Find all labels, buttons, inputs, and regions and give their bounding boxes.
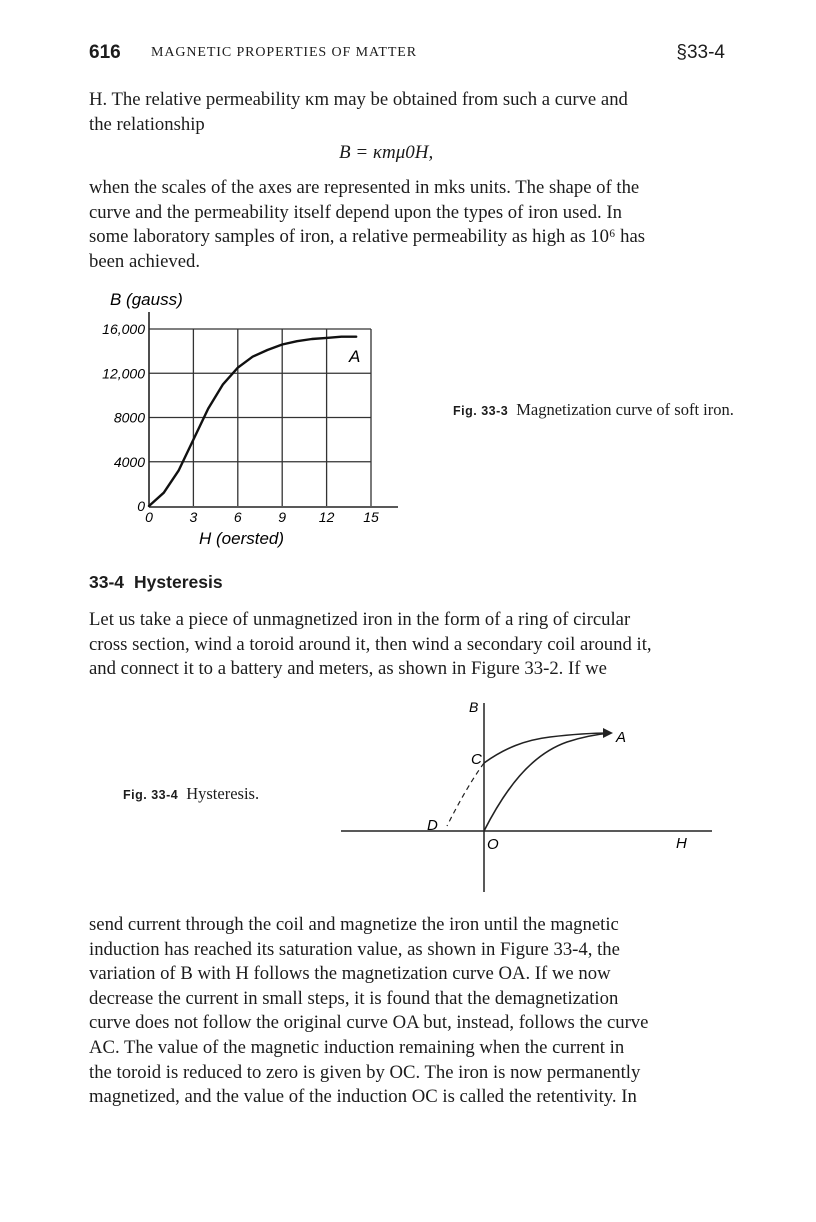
text-line: been achieved. — [89, 250, 201, 272]
y-tick-label: 8000 — [113, 409, 145, 426]
x-tick-label: 12 — [318, 509, 335, 525]
text-line: some laboratory samples of iron, a relative permeability as high as 10⁶ has — [89, 226, 646, 248]
label-a: A — [616, 729, 627, 746]
running-header — [89, 42, 725, 70]
text-line: variation of B with H follows the magnetization curve OA. If we now — [89, 963, 611, 985]
x-axis-label: H (oersted) — [199, 529, 285, 548]
text-line: magnetized, and the value of the induction OC is called the retentivity. In — [89, 1086, 637, 1108]
text-line: H. The relative permeability κm may be obtained from such a curve and — [89, 89, 628, 110]
section-number: 33-4 — [89, 572, 125, 592]
y-tick-label: 12,000 — [102, 365, 145, 382]
text-line: when the scales of the axes are represented in mks units. The shape of the — [89, 177, 640, 198]
magnetization-curve — [149, 337, 356, 506]
y-tick-label: 0 — [137, 498, 145, 514]
intro-paragraph — [89, 88, 729, 137]
label-c: C — [471, 751, 482, 768]
section-marker: §33-4 — [676, 42, 725, 63]
y-tick-label: 4000 — [113, 453, 145, 470]
text-line: cross section, wind a toroid around it, then wind a secondary coil around it, — [89, 633, 652, 655]
text-line: and connect it to a battery and meters, as shown in Figure 33-2. If we — [89, 658, 607, 680]
label-d: D — [427, 817, 438, 834]
caption-text: Hysteresis. — [186, 784, 260, 803]
caption-text: Magnetization curve of soft iron. — [516, 400, 734, 419]
curve-label-a: A — [349, 347, 361, 366]
text-line: curve does not follow the original curve OA but, instead, follows the curve — [89, 1012, 649, 1034]
magnetization-curve-oa — [484, 733, 610, 831]
arrow-head-a — [603, 728, 613, 738]
y-axis-label: B (gauss) — [110, 290, 183, 309]
x-tick-label: 15 — [363, 509, 379, 525]
magnetization-chart — [80, 282, 410, 552]
text-line: decrease the current in small steps, it is found that the demagnetization — [89, 987, 619, 1009]
text-line: AC. The value of the magnetic induction remaining when the current in — [89, 1036, 625, 1058]
caption-label: Fig. 33-3 — [453, 404, 509, 418]
x-tick-label: 3 — [189, 509, 198, 525]
text-line: induction has reached its saturation value, as shown in Figure 33-4, the — [89, 938, 620, 960]
section-title: Hysteresis — [134, 572, 223, 592]
caption-label: Fig. 33-4 — [123, 788, 179, 802]
text-line: send current through the coil and magnetize the iron until the magnetic — [89, 914, 619, 935]
figure-caption-33-4 — [123, 783, 259, 806]
hysteresis-paragraph-continued — [89, 913, 729, 1110]
x-tick-label: 0 — [145, 509, 153, 525]
y-tick-label: 16,000 — [102, 321, 145, 337]
label-h: H — [676, 835, 687, 852]
running-title: MAGNETIC PROPERTIES OF MATTER — [151, 45, 418, 60]
text-line: Let us take a piece of unmagnetized iron in the form of a ring of circular — [89, 609, 631, 630]
hysteresis-paragraph — [89, 608, 729, 682]
demagnetization-curve-ac — [484, 733, 610, 763]
hysteresis-diagram — [330, 695, 730, 895]
equation: B = κmμ0H, — [339, 142, 434, 163]
x-tick-label: 9 — [278, 509, 287, 525]
text-line: the relationship — [89, 113, 205, 135]
section-heading — [89, 572, 233, 593]
page-number: 616 — [89, 42, 121, 63]
intro-paragraph-continued — [89, 176, 729, 274]
dashed-curve-cd — [447, 763, 484, 826]
text-line: the toroid is reduced to zero is given by OC. The iron is now permanently — [89, 1061, 641, 1083]
figure-caption-33-3 — [453, 399, 738, 422]
text-line: curve and the permeability itself depend upon the types of iron used. In — [89, 201, 622, 223]
label-o: O — [487, 836, 499, 853]
label-b: B — [469, 699, 479, 715]
x-tick-label: 6 — [233, 509, 242, 525]
